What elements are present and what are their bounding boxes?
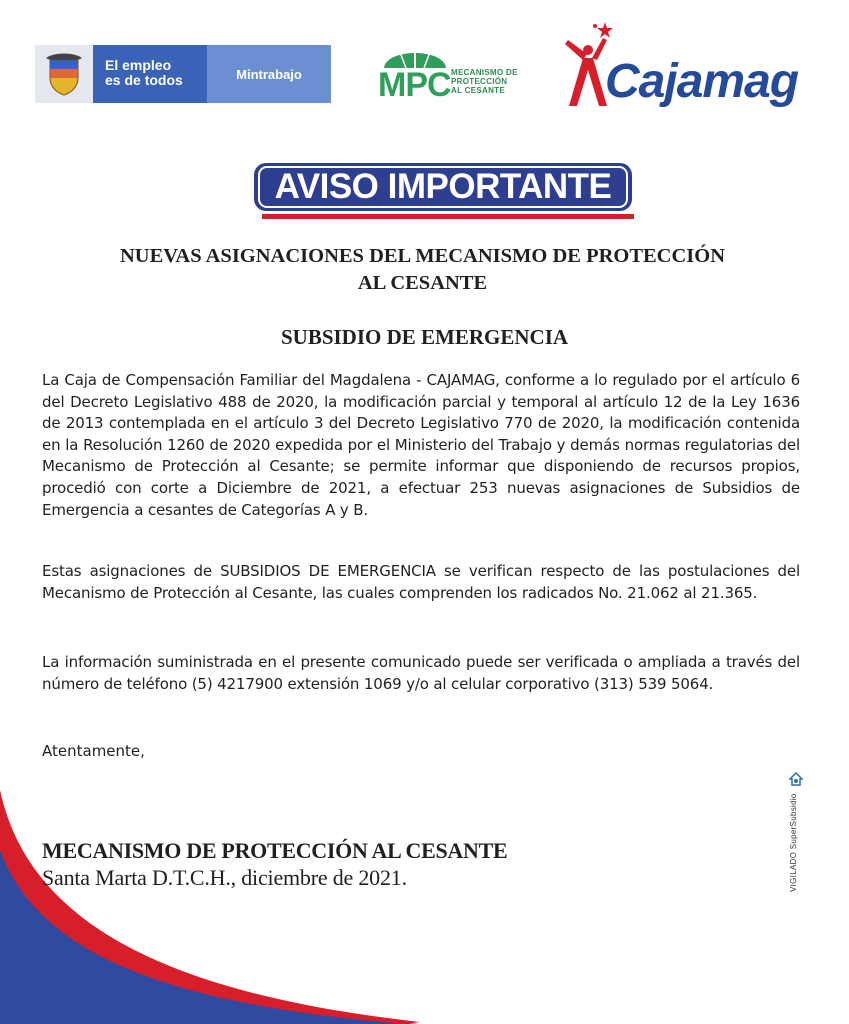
main-heading-line2: AL CESANTE xyxy=(357,272,488,294)
main-heading xyxy=(40,243,805,297)
gov-slogan xyxy=(105,58,183,88)
notice-banner-title: AVISO IMPORTANTE xyxy=(258,166,628,208)
gov-logo xyxy=(35,45,331,103)
mpc-caption xyxy=(451,68,518,95)
mpc-logo xyxy=(378,40,518,110)
mpc-caption-line3: AL CESANTE xyxy=(451,86,505,95)
gov-slogan-line1: El empleo xyxy=(105,57,172,73)
main-heading-line1: NUEVAS ASIGNACIONES DEL MECANISMO DE PROTECCIÓN xyxy=(119,245,726,267)
cajamag-wordmark: Cajamag xyxy=(605,55,799,108)
body-paragraph-2: Estas asignaciones de SUBSIDIOS DE EMERGENCIA se verifican respecto de las postulaciones del Mecanismo de Protección al Cesante, las cuales comprenden los radicados No. 21.062 al 21.365. xyxy=(42,562,800,602)
gov-slogan-line2: es de todos xyxy=(105,72,183,88)
mpc-caption-line1: MECANISMO DE xyxy=(451,68,518,77)
mpc-caption-line2: PROTECCIÓN xyxy=(451,77,508,86)
sub-heading: SUBSIDIO DE EMERGENCIA xyxy=(280,325,569,349)
signature-title: MECANISMO DE PROTECCIÓN AL CESANTE xyxy=(42,838,508,863)
notice-banner-underline xyxy=(262,214,634,219)
vigilado-mark xyxy=(789,772,805,892)
cajamag-logo xyxy=(555,18,815,113)
gov-ministry: Mintrabajo xyxy=(207,45,331,103)
signature-place-date: Santa Marta D.T.C.H., diciembre de 2021. xyxy=(42,865,407,890)
coat-of-arms-icon xyxy=(35,45,93,103)
closing-salutation: Atentamente, xyxy=(42,742,145,760)
gov-logo-left xyxy=(35,45,207,103)
supersubsidio-house-icon xyxy=(789,772,803,786)
notice-banner xyxy=(254,163,632,219)
vigilado-text: VIGILADO SuperSubsidio xyxy=(789,793,798,892)
body-paragraph-3: La información suministrada en el presente comunicado puede ser verificada o ampliada a través del número de teléfono (5) 4217900 extensión 1069 y/o al celular corporativo (313) 539 5064. xyxy=(42,653,800,693)
notice-banner-box xyxy=(254,163,632,211)
body-paragraph-1: La Caja de Compensación Familiar del Magdalena - CAJAMAG, conforme a lo regulado por el artículo 6 del Decreto Legislativo 488 de 2020, la modificación parcial y temporal al artículo 12 de la Ley 1636 de 2013 contemplada en el artículo 3 del Decreto Legislativo 770 de 2020, la modificación contenida en la Resolución 1260 de 2020 expedida por el Ministerio del Trabajo y demás normas regulatorias del Mecanismo de Protección al Cesante; se permite informar que disponiendo de recursos propios, procedió con corte a Diciembre de 2021, a efectuar 253 nuevas asignaciones de Subsidios de Emergencia a cesantes de Categorías A y B. xyxy=(42,371,800,519)
mpc-letters: MPC xyxy=(378,66,451,104)
decorative-swoosh xyxy=(0,760,849,1024)
